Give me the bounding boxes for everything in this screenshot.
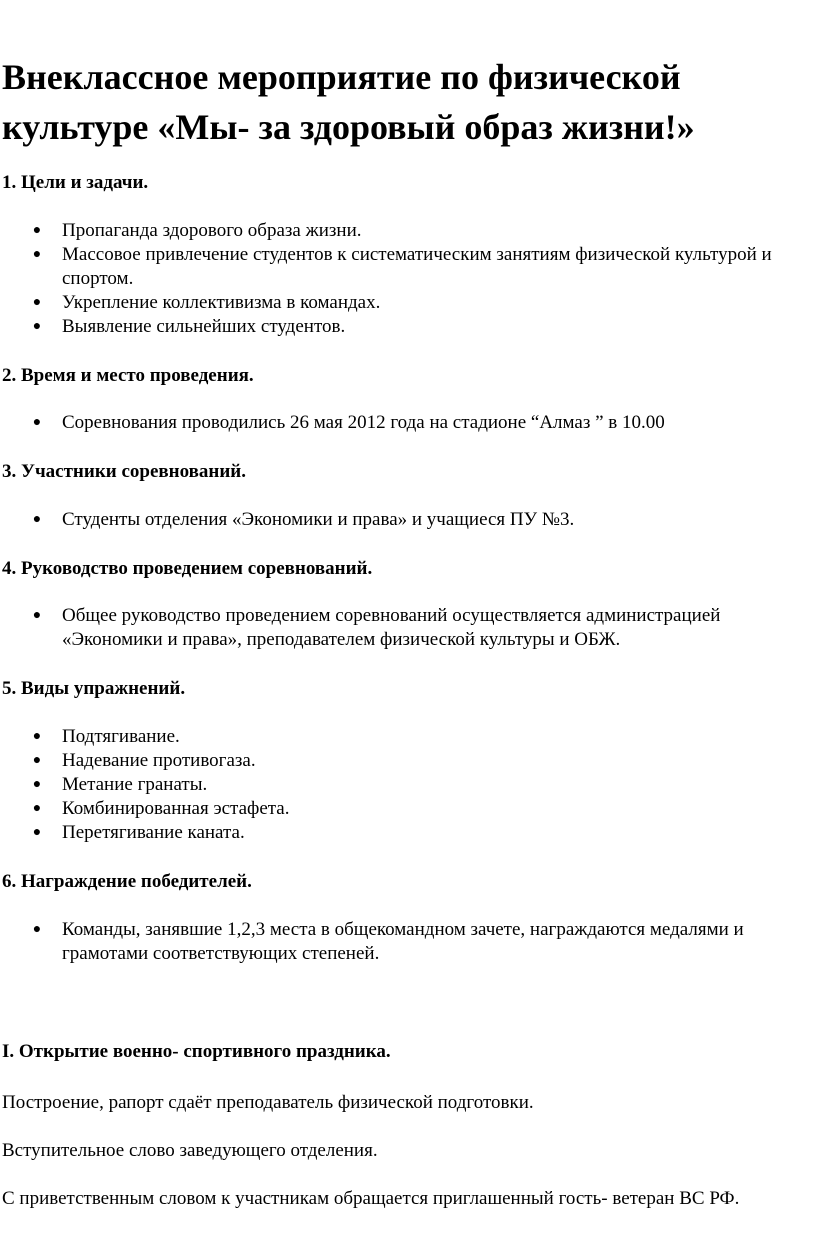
list-item (0, 508, 802, 532)
list-item-text: Студенты отделения «Экономики и права» и учащиеся ПУ №3. (62, 509, 575, 530)
goals-list (0, 219, 802, 339)
list-item (0, 797, 802, 821)
bullet-icon: ● (32, 295, 42, 310)
list-item (0, 243, 802, 291)
exercises-list (0, 725, 802, 845)
section-heading-management: 4. Руководство проведением соревнований. (2, 558, 373, 579)
list-item (0, 918, 802, 966)
part-one-heading: I. Открытие военно- спортивного праздника. (2, 1041, 391, 1062)
section-heading-time-place: 2. Время и место проведения. (2, 365, 254, 386)
bullet-icon: ● (32, 247, 42, 262)
list-item-text: Метание гранаты. (62, 774, 208, 795)
list-item (0, 411, 802, 435)
list-item-text: Подтягивание. (62, 726, 180, 747)
section-heading-participants: 3. Участники соревнований. (2, 461, 246, 482)
bullet-icon: ● (32, 753, 42, 768)
bullet-icon: ● (32, 801, 42, 816)
awards-list (0, 918, 802, 966)
list-item (0, 773, 802, 797)
bullet-icon: ● (32, 608, 42, 623)
part-one-paragraph: Построение, рапорт сдаёт преподаватель физической подготовки. (2, 1092, 534, 1113)
management-list (0, 604, 802, 652)
bullet-icon: ● (32, 415, 42, 430)
bullet-icon: ● (32, 777, 42, 792)
bullet-icon: ● (32, 922, 42, 937)
bullet-icon: ● (32, 825, 42, 840)
participants-list (0, 508, 802, 532)
list-item-text: Общее руководство проведением соревнований осуществляется администрацией «Экономики и права», преподавателем физической культуры и ОБЖ. (62, 605, 721, 650)
time-place-list (0, 411, 802, 435)
list-item-text: Соревнования проводились 26 мая 2012 года на стадионе “Алмаз ” в 10.00 (62, 412, 665, 433)
bullet-icon: ● (32, 729, 42, 744)
section-heading-exercises: 5. Виды упражнений. (2, 678, 186, 699)
bullet-icon: ● (32, 223, 42, 238)
document-title: Внеклассное мероприятие по физической культуре «Мы- за здоровый образ жизни!» (2, 57, 695, 147)
list-item (0, 291, 802, 315)
list-item-text: Массовое привлечение студентов к систематическим занятиям физической культурой и спортом. (62, 244, 772, 289)
list-item-text: Команды, занявшие 1,2,3 места в общекомандном зачете, награждаются медалями и грамотами соответствующих степеней. (62, 919, 744, 964)
list-item-text: Пропаганда здорового образа жизни. (62, 220, 362, 241)
list-item (0, 749, 802, 773)
list-item-text: Выявление сильнейших студентов. (62, 316, 346, 337)
part-one-paragraph: Вступительное слово заведующего отделения. (2, 1140, 378, 1161)
list-item (0, 725, 802, 749)
bullet-icon: ● (32, 512, 42, 527)
section-heading-goals: 1. Цели и задачи. (2, 172, 149, 193)
list-item (0, 315, 802, 339)
list-item-text: Комбинированная эстафета. (62, 798, 290, 819)
list-item-text: Укрепление коллективизма в командах. (62, 292, 381, 313)
part-one-paragraph: С приветственным словом к участникам обращается приглашенный гость- ветеран ВС РФ. (2, 1188, 740, 1209)
list-item (0, 821, 802, 845)
list-item (0, 604, 802, 652)
list-item (0, 219, 802, 243)
section-heading-awards: 6. Награждение победителей. (2, 871, 252, 892)
bullet-icon: ● (32, 319, 42, 334)
list-item-text: Надевание противогаза. (62, 750, 256, 771)
list-item-text: Перетягивание каната. (62, 822, 245, 843)
